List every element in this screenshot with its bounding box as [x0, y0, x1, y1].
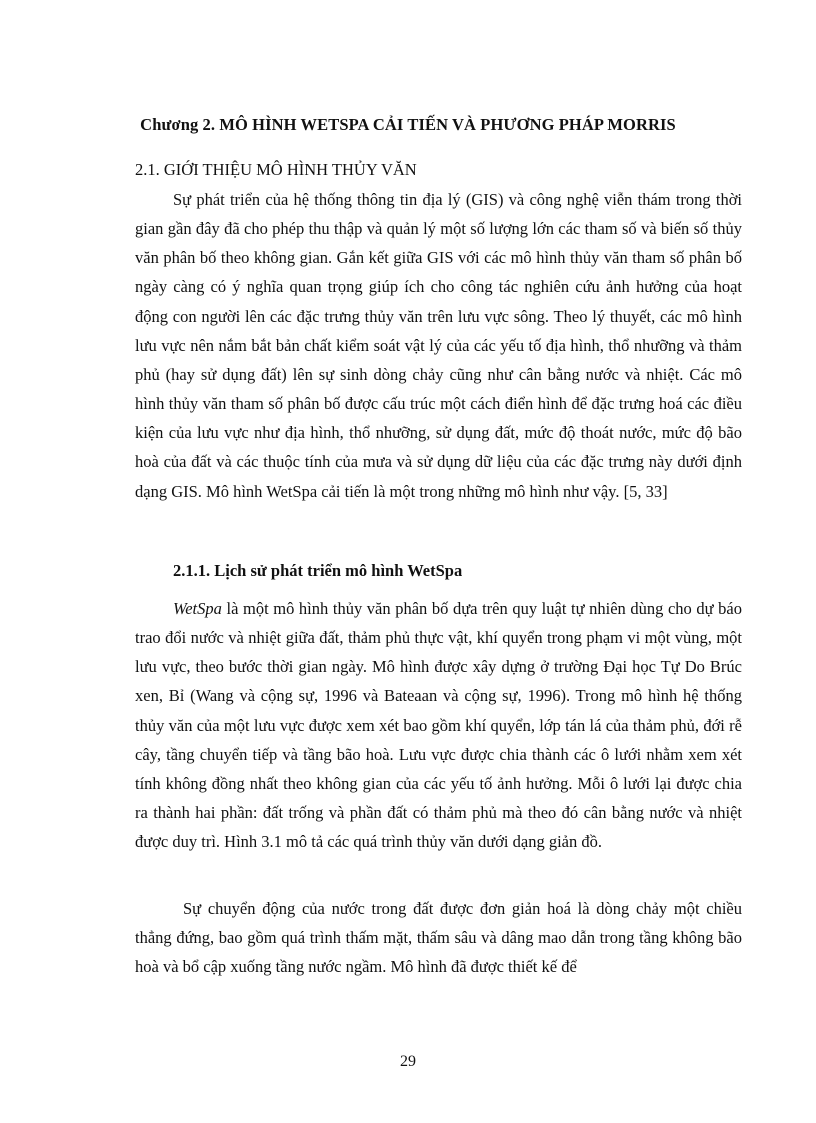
- wetspa-italic-term: WetSpa: [173, 599, 222, 618]
- page-number: 29: [400, 1053, 416, 1070]
- wetspa-history-paragraph: [135, 594, 742, 856]
- chapter-title: Chương 2. MÔ HÌNH WETSPA CẢI TIẾN VÀ PHƯƠNG PHÁP MORRIS: [140, 115, 676, 134]
- section-intro-paragraph: Sự phát triển của hệ thống thông tin địa lý (GIS) và công nghệ viễn thám trong thời gian gần đây đã cho phép thu thập và quản lý một số lượng lớn các tham số và biến số thủy văn phân bố theo không gian. Gắn kết giữa GIS với các mô hình thủy văn tham số phân bố ngày càng có ý nghĩa quan trọng giúp ích cho công tác nghiên cứu ảnh hưởng của hoạt động con người lên các đặc trưng thủy văn trên lưu vực sông. Theo lý thuyết, các mô hình lưu vực nên nắm bắt bản chất kiểm soát vật lý của các yếu tố địa hình, thổ nhưỡng và thảm phủ (hay sử dụng đất) lên sự sinh dòng chảy cũng như cân bằng nước và nhiệt. Các mô hình thủy văn tham số phân bố được cấu trúc một cách điển hình để đặc trưng hoá các điều kiện của lưu vực như địa hình, thổ nhưỡng, sử dụng đất, mức độ thoát nước, mức độ bão hoà của đất và các thuộc tính của mưa và sử dụng dữ liệu của các đặc trưng này dưới định dạng GIS. Mô hình WetSpa cải tiến là một trong những mô hình như vậy. [5, 33]: [135, 190, 742, 501]
- wetspa-history-text: là một mô hình thủy văn phân bố dựa trên quy luật tự nhiên dùng cho dự báo trao đổi nước và nhiệt giữa đất, thảm phủ thực vật, khí quyển trong phạm vi một vùng, một lưu vực, theo bước thời gian ngày. Mô hình được xây dựng ở trường Đại học Tự Do Brúc xen, Bỉ (Wang và cộng sự, 1996 và Bateaan và cộng sự, 1996). Trong mô hình hệ thống thủy văn của một lưu vực được xem xét bao gồm khí quyển, lớp tán lá của thảm phủ, đới rễ cây, tầng chuyển tiếp và tầng bão hoà. Lưu vực được chia thành các ô lưới nhằm xem xét tính không đồng nhất theo không gian của các yếu tố ảnh hưởng. Mỗi ô lưới lại được chia ra thành hai phần: đất trống và phần đất có thảm phủ mà theo đó cân bằng nước và nhiệt được duy trì. Hình 3.1 mô tả các quá trình thủy văn dưới dạng giản đồ.: [135, 599, 742, 852]
- section-title: 2.1. GIỚI THIỆU MÔ HÌNH THỦY VĂN: [135, 160, 417, 179]
- soil-water-paragraph: Sự chuyển động của nước trong đất được đơn giản hoá là dòng chảy một chiều thẳng đứng, bao gồm quá trình thấm mặt, thấm sâu và dâng mao dẫn trong tầng không bão hoà và bổ cập xuống tầng nước ngầm. Mô hình đã được thiết kế để: [135, 899, 742, 977]
- subsection-title: 2.1.1. Lịch sử phát triển mô hình WetSpa: [173, 561, 463, 580]
